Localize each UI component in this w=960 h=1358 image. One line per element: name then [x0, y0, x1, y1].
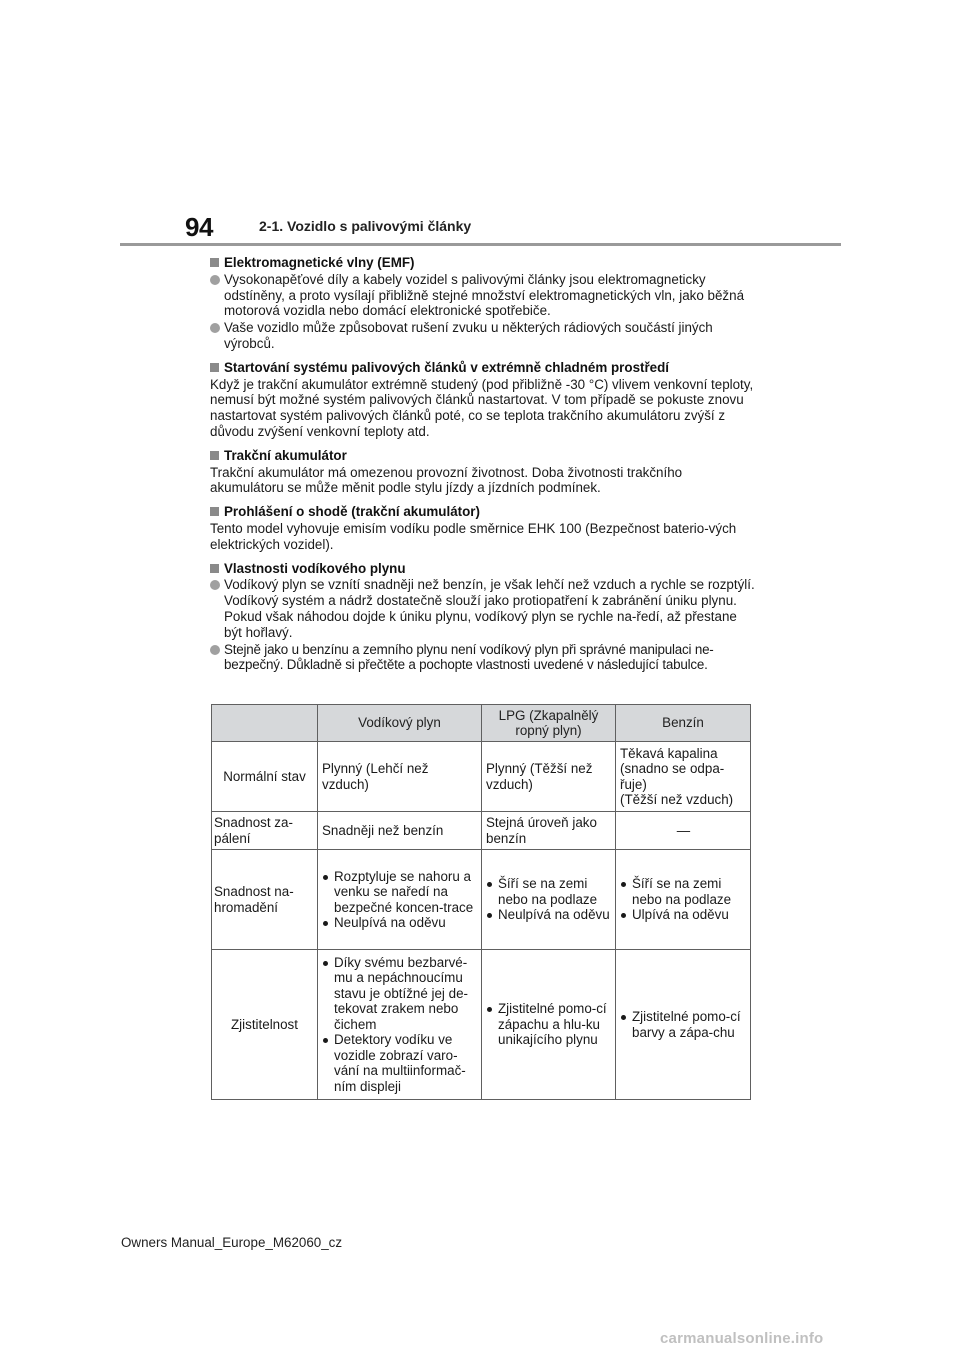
circle-bullet-icon: [210, 323, 220, 333]
section-title: Elektromagnetické vlny (EMF): [210, 255, 755, 271]
cell-list: [620, 876, 747, 923]
cell-list: [620, 1009, 747, 1040]
list-item: Rozptyluje se nahoru a venku se naředí na bezpečné koncen-trace: [322, 869, 478, 916]
table-row: [212, 742, 751, 812]
square-bullet-icon: [210, 258, 219, 267]
list-item: Šíří se na zemi nebo na podlaze: [620, 876, 747, 907]
footer-doc-id: Owners Manual_Europe_M62060_cz: [121, 1235, 343, 1250]
list-item: Šíří se na zemi nebo na podlaze: [486, 876, 612, 907]
cell-list: [486, 1001, 612, 1048]
table-row: [212, 812, 751, 850]
table-cell: [482, 950, 616, 1100]
section-hydrogen: [210, 561, 755, 674]
bullet-item: Vaše vozidlo může způsobovat rušení zvuku u některých rádiových součástí jiných výrobců.: [210, 320, 755, 352]
cell-list: [322, 869, 478, 931]
list-item: Detektory vodíku ve vozidle zobrazí varo-vání na multiinformač-ním displeji: [322, 1032, 478, 1094]
section-declaration: [210, 504, 755, 552]
table-header-cell: [212, 705, 318, 742]
bullet-dot-icon: [621, 882, 626, 887]
bullet-item: Stejně jako u benzínu a zemního plynu není vodíkový plyn při správné manipulaci ne-bezpečný. Důkladně si přečtěte a pochopte vlastnosti uvedené v následující tabulce.: [210, 642, 755, 674]
bullet-dot-icon: [323, 921, 328, 926]
list-item: Zjistitelné pomo-cí barvy a zápa-chu: [620, 1009, 747, 1040]
table-header-row: [212, 705, 751, 742]
page-number: 94: [185, 212, 213, 242]
table-cell: [318, 850, 482, 950]
list-item: Ulpívá na oděvu: [620, 907, 747, 923]
list-item: Neulpívá na oděvu: [322, 915, 478, 931]
row-label: Snadnost za-pálení: [212, 812, 318, 850]
table-cell: Plynný (Těžší než vzduch): [482, 742, 616, 812]
header-divider: [120, 243, 841, 246]
row-label: Snadnost na-hromadění: [212, 850, 318, 950]
square-bullet-icon: [210, 507, 219, 516]
list-item: Zjistitelné pomo-cí zápachu a hlu-ku unikajícího plynu: [486, 1001, 612, 1048]
table-cell: [616, 950, 751, 1100]
row-label: Normální stav: [212, 742, 318, 812]
table-cell: [318, 950, 482, 1100]
table-cell: —: [616, 812, 751, 850]
circle-bullet-icon: [210, 645, 220, 655]
section-title: Vlastnosti vodíkového plynu: [210, 561, 755, 577]
row-label: Zjistitelnost: [212, 950, 318, 1100]
bullet-dot-icon: [323, 961, 328, 966]
cell-list: [322, 955, 478, 1095]
table-header-cell: Vodíkový plyn: [318, 705, 482, 742]
chapter-title: 2-1. Vozidlo s palivovými články: [259, 218, 472, 234]
section-title: Trakční akumulátor: [210, 448, 755, 464]
section-text: Trakční akumulátor má omezenou provozní životnost. Doba životnosti trakčního akumulátoru se může měnit podle stylu jízdy a jízdních podmínek.: [210, 464, 683, 496]
table-row: [212, 850, 751, 950]
watermark-logo: carmanualsonline.info: [660, 1330, 824, 1347]
section-text: Když je trakční akumulátor extrémně studený (pod přibližně -30 °C) vlivem venkovní teploty, nemusí být možné systém palivových článků nastartovat. V tom případě se pokuste znovu nastartovat systém palivových článků poté, co se teplota trakčního akumulátoru zvýší z důvodu zvýšení venkovní teploty atd.: [210, 376, 754, 439]
table-cell: Plynný (Lehčí než vzduch): [318, 742, 482, 812]
table-cell: [482, 850, 616, 950]
properties-table: [211, 704, 751, 1100]
circle-bullet-icon: [210, 275, 220, 285]
square-bullet-icon: [210, 564, 219, 573]
list-item: Neulpívá na oděvu: [486, 907, 612, 923]
section-text: Tento model vyhovuje emisím vodíku podle směrnice EHK 100 (Bezpečnost baterio-vých elektrických vozidel).: [210, 520, 737, 552]
section-cold-start: [210, 360, 755, 440]
cell-list: [486, 876, 612, 923]
bullet-dot-icon: [487, 913, 492, 918]
page-content: [210, 255, 755, 681]
bullet-dot-icon: [323, 875, 328, 880]
table-cell: Stejná úroveň jako benzín: [482, 812, 616, 850]
table-cell: Těkavá kapalina (snadno se odpa-řuje) (Těžší než vzduch): [616, 742, 751, 812]
bullet-dot-icon: [323, 1038, 328, 1043]
bullet-dot-icon: [621, 913, 626, 918]
square-bullet-icon: [210, 363, 219, 372]
table-header-cell: Benzín: [616, 705, 751, 742]
table-header-cell: LPG (Zkapalnělý ropný plyn): [482, 705, 616, 742]
bullet-dot-icon: [487, 1007, 492, 1012]
section-title: Startování systému palivových článků v extrémně chladném prostředí: [210, 360, 755, 376]
table-cell: [616, 850, 751, 950]
square-bullet-icon: [210, 451, 219, 460]
bullet-dot-icon: [621, 1015, 626, 1020]
list-item: Díky svému bezbarvé-mu a nepáchnoucímu stavu je obtížné jej de-tekovat zrakem nebo čichem: [322, 955, 478, 1033]
section-traction-battery: [210, 448, 755, 496]
bullet-item: Vysokonapěťové díly a kabely vozidel s palivovými články jsou elektromagneticky odstíněny, a proto vysílají přibližně stejné množství elektromagnetických vln, jako běžná motorová vozidla nebo domácí elektronické spotřebiče.: [210, 272, 755, 319]
bullet-item: Vodíkový plyn se vznítí snadněji než benzín, je však lehčí než vzduch a rychle se rozptýlí. Vodíkový systém a nádrž dostatečně slouží jako protiopatření k zabránění úniku plynu. Pokud však náhodou dojde k úniku plynu, vodíkový plyn se rychle na-ředí, až přestane být hořlavý.: [210, 577, 755, 640]
circle-bullet-icon: [210, 580, 220, 590]
section-title: Prohlášení o shodě (trakční akumulátor): [210, 504, 755, 520]
table-row: [212, 950, 751, 1100]
table-cell: Snadněji než benzín: [318, 812, 482, 850]
section-emf: [210, 255, 755, 352]
bullet-dot-icon: [487, 882, 492, 887]
